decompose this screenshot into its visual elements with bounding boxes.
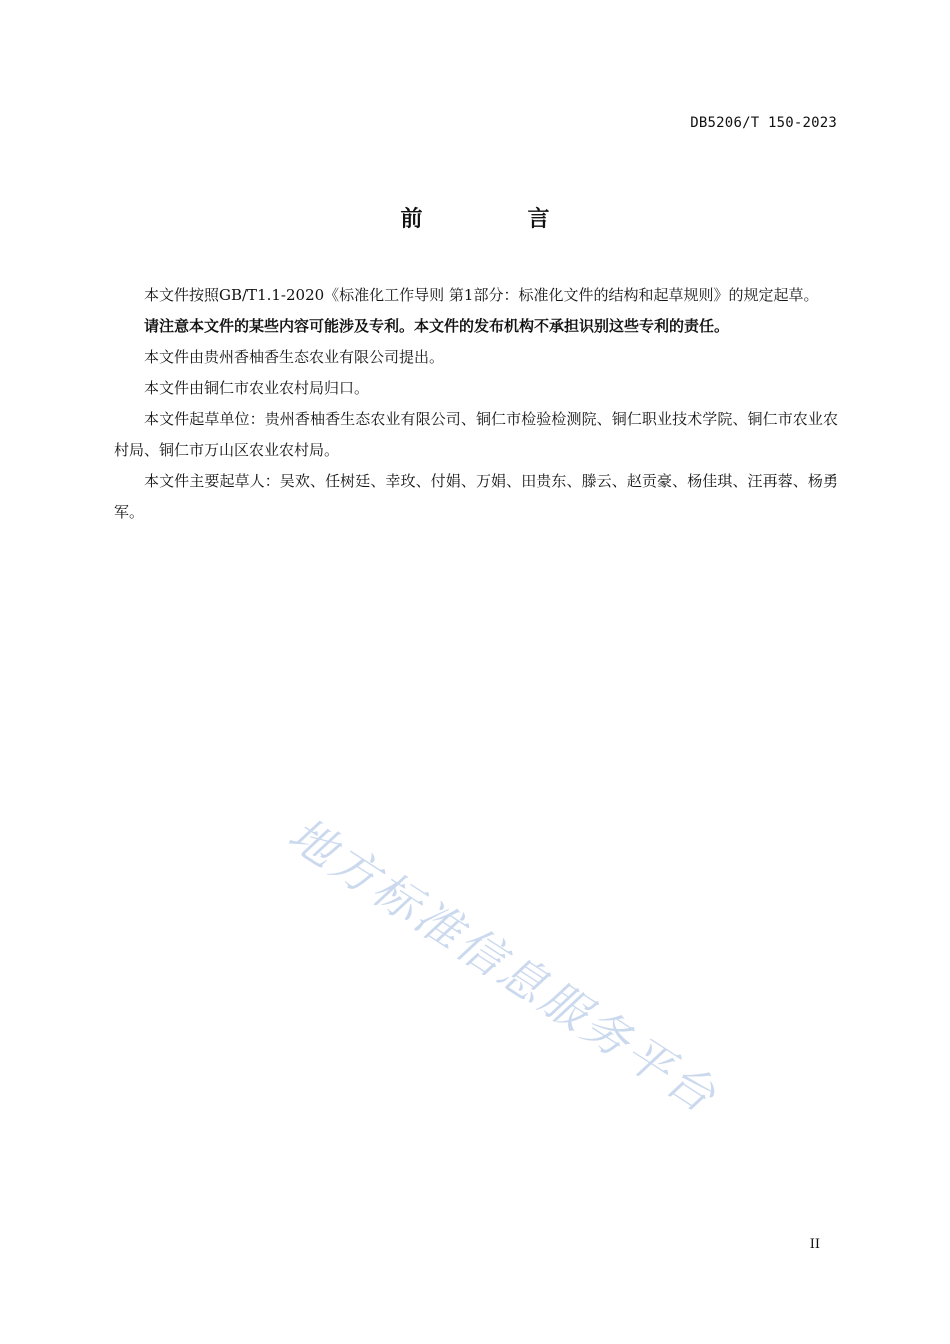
paragraph-drafting-units: 本文件起草单位：贵州香柚香生态农业有限公司、铜仁市检验检测院、铜仁职业技术学院、铜仁市农业农村局、铜仁市万山区农业农村局。 bbox=[114, 410, 838, 459]
page-number: II bbox=[809, 1237, 820, 1252]
body-text bbox=[114, 280, 838, 528]
paragraph-patent-notice: 请注意本文件的某些内容可能涉及专利。本文件的发布机构不承担识别这些专利的责任。 bbox=[144, 317, 730, 335]
paragraph-drafters: 本文件主要起草人：吴欢、任树廷、幸玫、付娟、万娟、田贵东、滕云、赵贡豪、杨佳琪、汪再蓉、杨勇军。 bbox=[114, 472, 838, 521]
paragraph-centralized-unit: 本文件由铜仁市农业农村局归口。 bbox=[144, 379, 370, 397]
paragraph-proposer: 本文件由贵州香柚香生态农业有限公司提出。 bbox=[144, 348, 445, 366]
paragraph-standard-basis: 本文件按照GB/T1.1-2020《标准化工作导则 第1部分：标准化文件的结构和起草规则》的规定起草。 bbox=[144, 286, 819, 304]
page-title: 前言 bbox=[400, 207, 655, 232]
document-code: DB5206/T 150-2023 bbox=[690, 115, 837, 131]
watermark: 地方标准信息服务平台 bbox=[278, 806, 728, 1125]
